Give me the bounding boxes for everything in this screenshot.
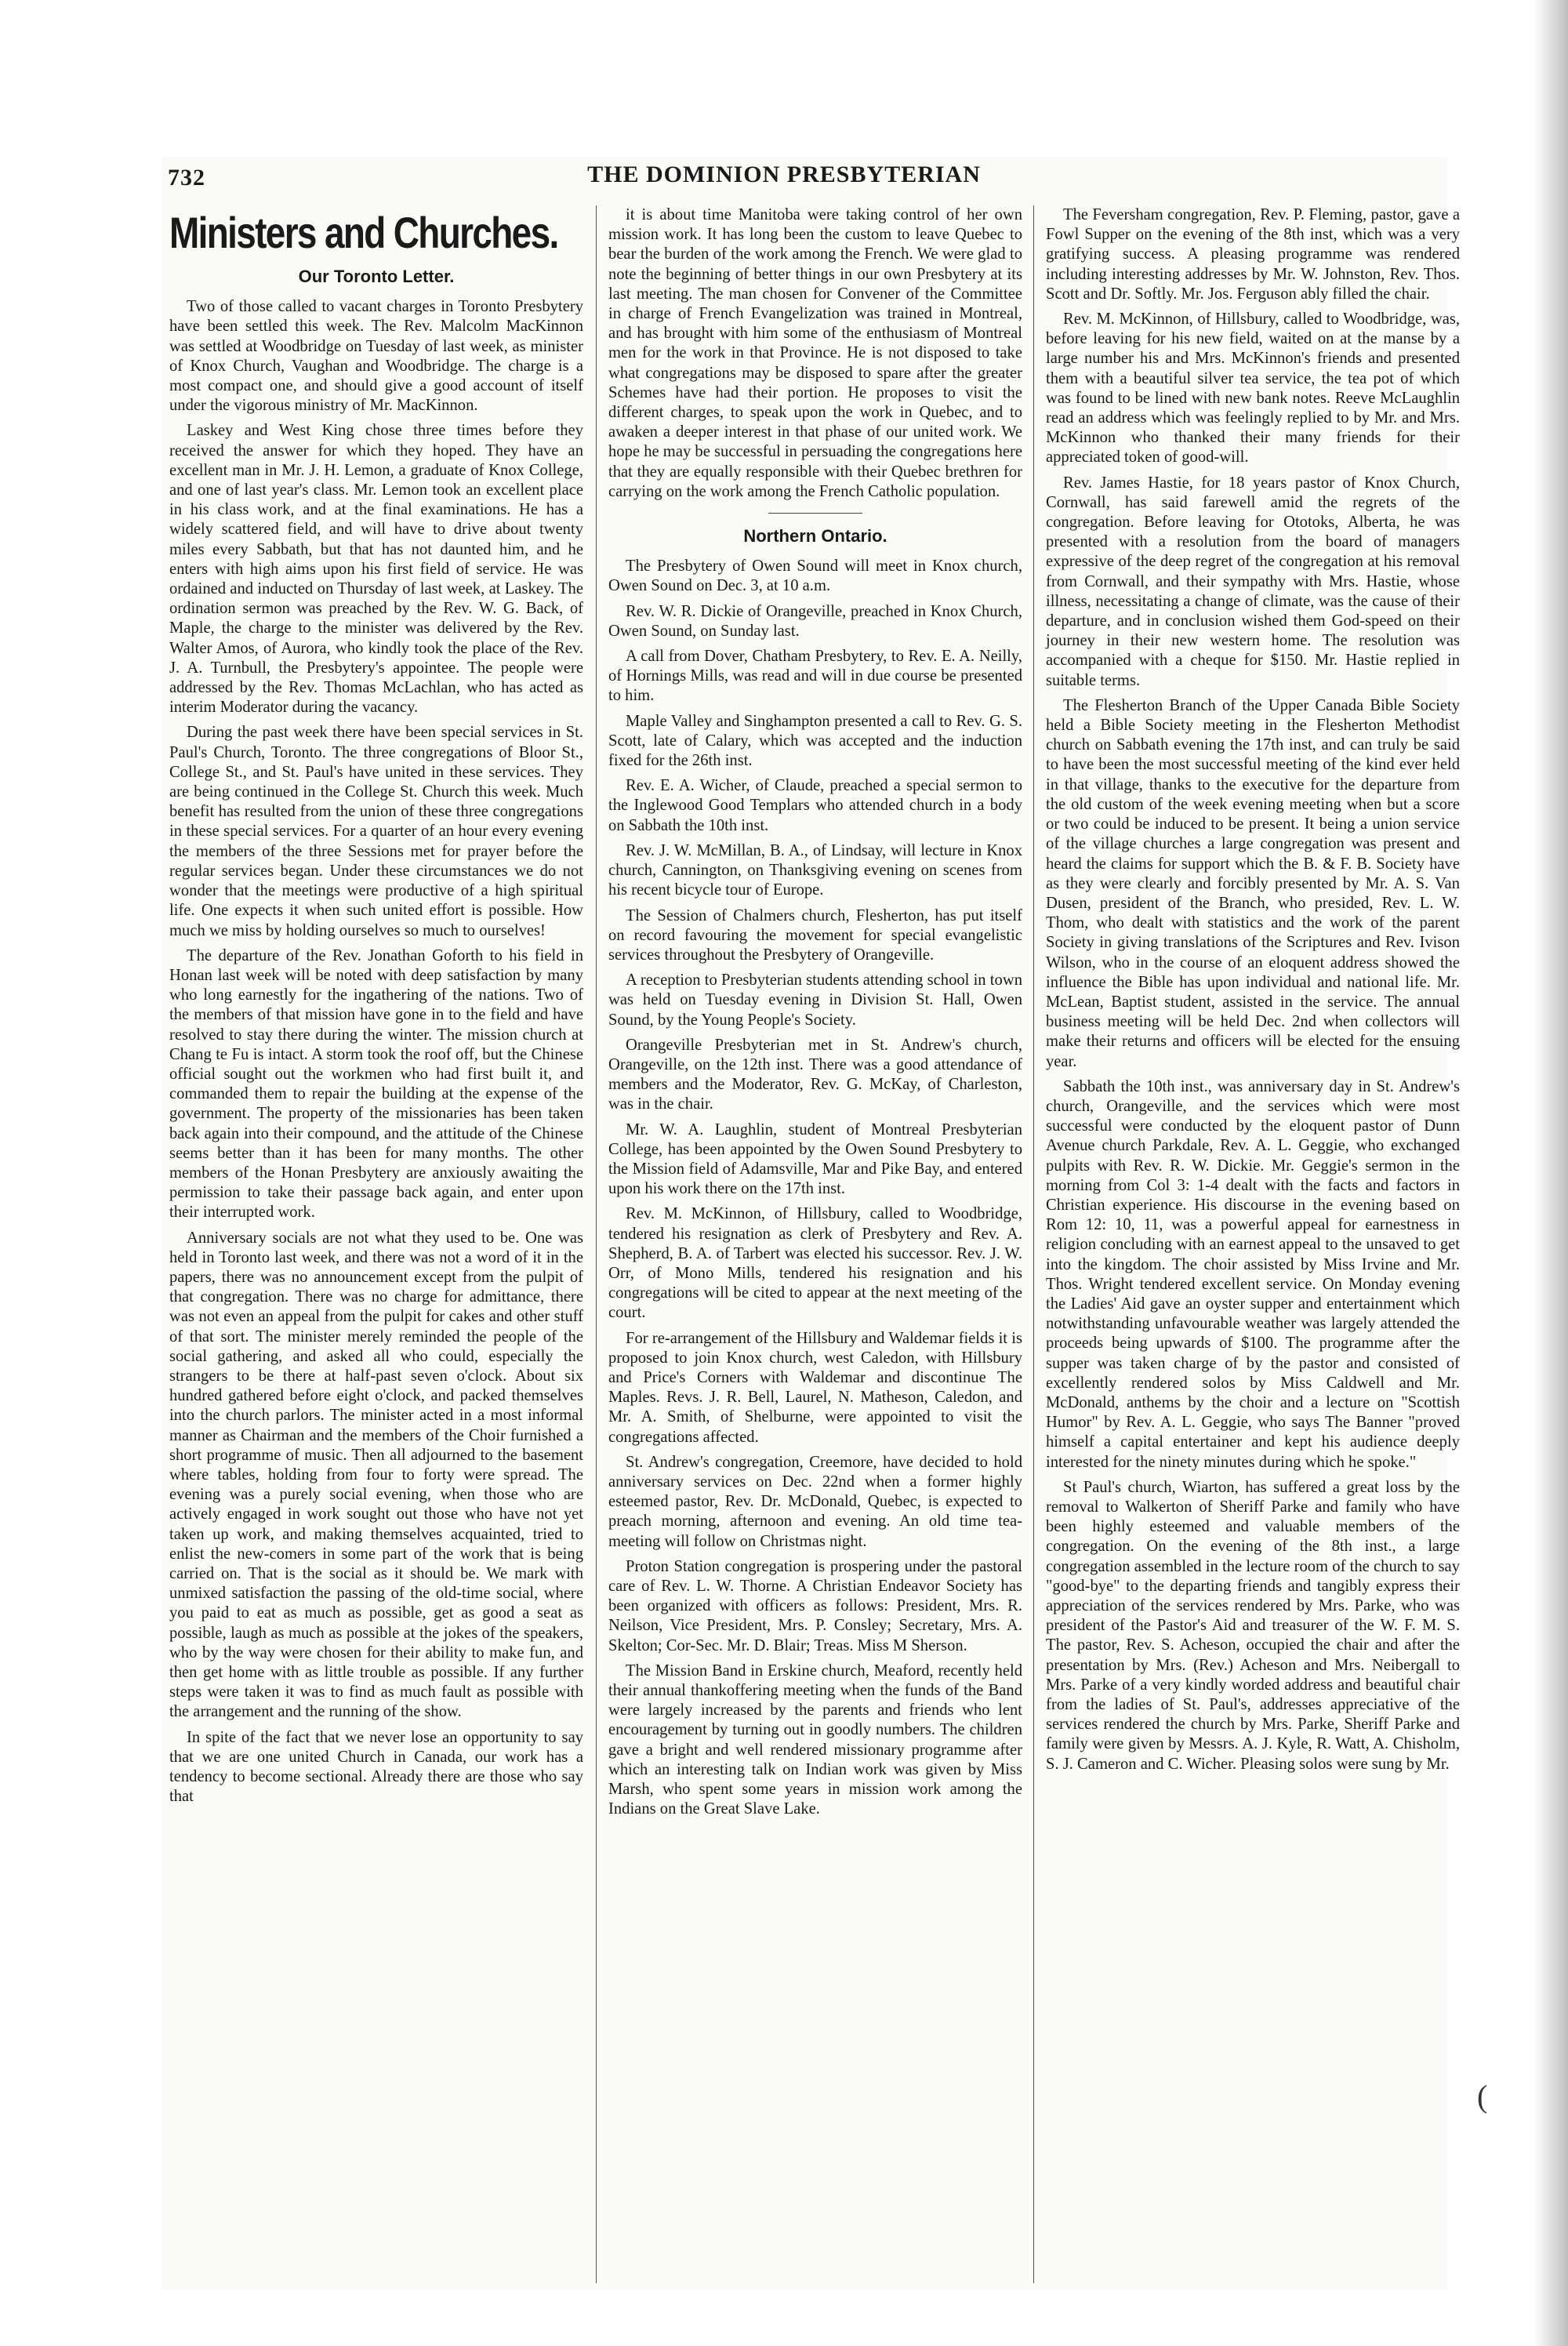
- article-paragraph: it is about time Manitoba were taking control of her own mission work. It has long been the custom to leave Quebec to bear the burden of the work among the French. We were glad to note the beginning of better things in our own Presbytery at its last meeting. The man chosen for Convener of the Committee in charge of French Evangelization was trained in Montreal, and has brought with him some of the enthusiasm of Montreal men for the work in that Province. He is not disposed to take what congregations may be disposed to spare after the greater Schemes have had their portion. He proposes to visit the different charges, to speak upon the work in Quebec, and to awaken a deeper interest in that phase of our united work. We hope he may be successful in persuading the congregations here that they are equally responsible with their Quebec brethren for carrying on the work among the French Catholic population.: [608, 206, 1022, 500]
- column-2-paragraphs: [608, 557, 1022, 1819]
- column-rule-left: [596, 205, 597, 2283]
- article-paragraph: Mr. W. A. Laughlin, student of Montreal Presbyterian College, has been appointed by the Owen Sound Presbytery to the Mission field of Adamsville, Mar and Pike Bay, and entered upon his work there on the 17th inst.: [608, 1120, 1022, 1198]
- column-2-continued-paragraphs: [608, 205, 1022, 502]
- article-paragraph: Rev. James Hastie, for 18 years pastor of Knox Church, Cornwall, has said farewell amid the regrets of the congregation. Before leaving for Ototoks, Alberta, he was presented with a resolution from the board of managers expressive of the deep regret of the congregation at his removal from Cornwall, and their sympathy with Mrs. Hastie, whose illness, necessitating a change of climate, was the cause of their departure, and in conclusion wished them God-speed on their journey in their new western home. The resolution was accompanied with a cheque for $150. Mr. Hastie replied in suitable terms.: [1046, 474, 1460, 689]
- article-paragraph: Maple Valley and Singhampton presented a call to Rev. G. S. Scott, late of Calary, which was accepted and the induction fixed for the 26th inst.: [608, 712, 1022, 770]
- article-paragraph: Laskey and West King chose three times before they received the answer for which they hoped. They have an excellent man in Mr. J. H. Lemon, a graduate of Knox College, and one of last year's class. Mr. Lemon took an excellent place in his class work, and at the final examinations. He has a widely scattered field, and will have to drive about twenty miles every Sabbath, but that has not daunted him, and he enters with high aims upon his first field of service. He was ordained and inducted on Thursday of last week, at Laskey. The ordination sermon was preached by the Rev. W. G. Back, of Maple, the charge to the minister was delivered by the Rev. Walter Amos, of Aurora, who kindly took the place of the Rev. J. A. Turnbull, the Presbytery's appointee. The people were addressed by the Rev. Thomas McLachlan, who has acted as interim Moderator during the vacancy.: [169, 422, 583, 717]
- northern-ontario-heading: Northern Ontario.: [743, 526, 887, 547]
- margin-mark: (: [1477, 2079, 1488, 2114]
- section-heading: Ministers and Churches.: [169, 208, 558, 257]
- article-paragraph: Rev. M. McKinnon, of Hillsbury, called to Woodbridge, was, before leaving for his new field, waited on at the manse by a large number his and Mrs. McKinnon's friends and presented them with a beautiful silver tea service, the tea pot of which was found to be lined with new bank notes. Reeve McLaughlin read an address which was feelingly replied to by Mr. and Mrs. McKinnon who thanked their many friends for their appreciated token of good-will.: [1046, 310, 1460, 467]
- article-paragraph: Rev. M. McKinnon, of Hillsbury, called to Woodbridge, tendered his resignation as clerk of Presbytery and Rev. A. Shepherd, B. A. of Tarbert was elected his successor. Rev. J. W. Orr, of Mono Mills, tendered his resignation and his congregations will be cited to appear at the next meeting of the court.: [608, 1205, 1022, 1322]
- article-paragraph: In spite of the fact that we never lose an opportunity to say that we are one united Church in Canada, our work has a tendency to become sectional. Already there are those who say that: [169, 1728, 583, 1806]
- article-paragraph: The Mission Band in Erskine church, Meaford, recently held their annual thankoffering meeting when the funds of the Band were largely increased by the parents and friends who lent encouragement by turning out in goodly numbers. The children gave a bright and well rendered missionary programme after which an interesting talk on Indian work was given by Miss Marsh, who spent some years in mission work among the Indians on the Great Slave Lake.: [608, 1661, 1022, 1818]
- article-paragraph: Rev. E. A. Wicher, of Claude, preached a special sermon to the Inglewood Good Templars who attended church in a body on Sabbath the 10th inst.: [608, 777, 1022, 834]
- article-paragraph: Rev. J. W. McMillan, B. A., of Lindsay, will lecture in Knox church, Cannington, on Thanksgiving evening on scenes from his recent bicycle tour of Europe.: [608, 841, 1022, 899]
- toronto-letter-heading: Our Toronto Letter.: [298, 267, 455, 286]
- article-paragraph: St Paul's church, Wiarton, has suffered a great loss by the removal to Walkerton of Sheriff Parke and family who have been highly esteemed and valuable members of the congregation. On the evening of the 8th inst., a large congregation assembled in the lecture room of the church to say "good-bye" to the departing friends and tangibly express their appreciation of the services rendered by Mrs. Parke, who was president of the Pastor's Aid and treasurer of the W. F. M. S. The pastor, Rev. S. Acheson, occupied the chair and after the presentation by Mrs. (Rev.) Acheson and Mrs. Neibergall to Mrs. Parke of a very kindly worded address and beautiful chair from the ladies of St. Paul's, addresses appreciative of the services rendered the church by Mrs. Parke, Sheriff Parke and family were given by Messrs. A. J. Kyle, R. Watt, A. Chisholm, S. J. Cameron and C. Wicher. Pleasing solos were sung by Mr.: [1046, 1478, 1460, 1773]
- column-2: [608, 205, 1022, 1825]
- article-paragraph: The Presbytery of Owen Sound will meet in Knox church, Owen Sound on Dec. 3, at 10 a.m.: [608, 557, 1022, 595]
- article-paragraph: The Session of Chalmers church, Flesherton, has put itself on record favouring the movement for special evangelistic services throughout the Presbytery of Orangeville.: [608, 906, 1022, 964]
- article-paragraph: A call from Dover, Chatham Presbytery, to Rev. E. A. Neilly, of Hornings Mills, was read and will in due course be presented to him.: [608, 648, 1022, 705]
- article-paragraph: Sabbath the 10th inst., was anniversary day in St. Andrew's church, Orangeville, and the services which were most successful were conducted by the eloquent pastor of Dunn Avenue church Parkdale, Rev. A. L. Geggie, who exchanged pulpits with Rev. R. W. Dickie. Mr. Geggie's sermon in the morning from Col 3: 1-4 dealt with the facts and factors in Christian experience. His discourse in the evening based on Rom 12: 10, 11, was a powerful appeal for earnestness in religion concluding with an earnest appeal to the unsaved to get into the kingdom. The choir assisted by Miss Irvine and Mr. Thos. Wright tendered excellent service. On Monday evening the Ladies' Aid gave an oyster supper and entertainment which notwithstanding unfavourable weather was largely attended the proceeds being upwards of $100. The programme after the supper was taken charge of by the pastor and consisted of excellently rendered solos by Miss Caldwell and Mr. McDonald, anthems by the choir and a lecture on "Scottish Humor" by Rev. A. L. Geggie, who says The Banner "proved himself a capital entertainer and kept his audience deeply interested for the ninety minutes during which he spoke.": [1046, 1077, 1460, 1471]
- article-paragraph: During the past week there have been special services in St. Paul's Church, Toronto. The three congregations of Bloor St., College St., and St. Paul's have united in these services. They are being continued in the College St. Church this week. Much benefit has resulted from the union of these three congregations in these special services. For a quarter of an hour every evening the members of the three Sessions met for prayer before the regular services began. Under these circumstances we do not wonder that the meetings were productive of a high spiritual life. One expects it when such united effort is possible. How much we miss by holding ourselves so much to ourselves!: [169, 724, 583, 939]
- article-paragraph: For re-arrangement of the Hillsbury and Waldemar fields it is proposed to join Knox church, west Caledon, with Hillsbury and Price's Corners with Waldemar and discontinue The Maples. Revs. J. R. Bell, Laurel, N. Matheson, Caledon, and Mr. A. Smith, of Shelburne, were appointed to visit the congregations affected.: [608, 1329, 1022, 1446]
- column-3: [1046, 205, 1460, 1780]
- article-paragraph: Proton Station congregation is prospering under the pastoral care of Rev. L. W. Thorne. A Christian Endeavor Society has been organized with officers as follows: President, Mrs. R. Neilson, Vice President, Mrs. P. Consley; Secretary, Mrs. A. Skelton; Cor-Sec. Mr. D. Blair; Treas. Miss M Sherson.: [608, 1557, 1022, 1654]
- article-paragraph: The departure of the Rev. Jonathan Goforth to his field in Honan last week will be noted with deep satisfaction by many who long earnestly for the ingathering of the nations. Two of the members of that mission have gone in to the field and have resolved to stay there during the winter. The mission church at Chang te Fu is intact. A storm took the roof off, but the Chinese official sought out the workmen who had first built it, and commanded them to repair the building at the expense of the government. The property of the missionaries has been taken back again into their compound, and the attitude of the Chinese seems better than it has been for many months. The other members of the Honan Presbytery are anxiously awaiting the permission to take their passage back again, and enter upon their interrupted work.: [169, 946, 583, 1222]
- article-paragraph: Rev. W. R. Dickie of Orangeville, preached in Knox Church, Owen Sound, on Sunday last.: [608, 602, 1022, 640]
- page-edge-shadow: [1534, 0, 1568, 2346]
- section-divider: [768, 513, 862, 514]
- article-paragraph: St. Andrew's congregation, Creemore, have decided to hold anniversary services on Dec. 22nd when a former highly esteemed pastor, Rev. Dr. McDonald, Quebec, is expected to preach morning, afternoon and evening. An old time tea-meeting will follow on Christmas night.: [608, 1453, 1022, 1550]
- article-paragraph: The Flesherton Branch of the Upper Canada Bible Society held a Bible Society meeting in the Flesherton Methodist church on Sabbath evening the 17th inst, and can truly be said to have been the most successful meeting of the kind ever held in that village, thanks to the executive for the departure from the old custom of the week evening meeting when but a score or two could be induced to be present. It being a union service of the village churches a large congregation was present and heard the claims for support which the B. & F. B. Society have as they were clearly and forcibly presented by Mr. A. S. Van Dusen, president of the Branch, who presided, Rev. L. W. Thom, who dealt with statistics and the work of the parent Society in giving translations of the Scriptures and Rev. Ivison Wilson, who in the course of an eloquent address showed the influence the Bible has upon individual and national life. Mr. McLean, Baptist student, assisted in the service. The annual business meeting will be held Dec. 2nd when collectors will make their returns and officers will be elected for the ensuing year.: [1046, 696, 1460, 1070]
- article-paragraph: Orangeville Presbyterian met in St. Andrew's church, Orangeville, on the 12th inst. There was a good attendance of members and the Moderator, Rev. G. McKay, of Charleston, was in the chair.: [608, 1036, 1022, 1113]
- article-paragraph: Two of those called to vacant charges in Toronto Presbytery have been settled this week. The Rev. Malcolm MacKinnon was settled at Woodbridge on Tuesday of last week, as minister of Knox Church, Vaughan and Woodbridge. The charge is a most compact one, and should give a good account of itself under the vigorous ministry of Mr. MacKinnon.: [169, 298, 583, 415]
- article-paragraph: Anniversary socials are not what they used to be. One was held in Toronto last week, and there was not a word of it in the papers, there was no announcement except from the pulpit of that congregation. There was no charge for admittance, there was not even an appeal from the pulpit for cakes and other stuff of that sort. The minister merely reminded the people of the social gathering, and asked all who could, especially the strangers to be there at half-past seven o'clock. About six hundred gathered before eight o'clock, and packed themselves into the church parlors. The minister acted in a most informal manner as Chairman and the members of the Choir furnished a short programme of music. Then all adjourned to the basement where tables, holding from four to forty were spread. The evening was a purely social evening, when those who are actively engaged in work sought out those who have not yet taken up work, and making themselves acquainted, tried to enlist the new-comers in some part of the work that is being carried on. That is the social as it should be. We mark with unmixed satisfaction the passing of the old-time social, where you paid to eat as much as possible, get as good a seat as possible, laugh as much as possible at the jokes of the speakers, who by the way were chosen for their ability to make fun, and then get home with as little trouble as possible. If any further steps were taken it was to find as much fault as possible with the arrangement and the running of the show.: [169, 1229, 583, 1721]
- column-1: [169, 205, 583, 1812]
- article-paragraph: A reception to Presbyterian students attending school in town was held on Tuesday evening in Division St. Hall, Owen Sound, by the Young People's Society.: [608, 971, 1022, 1029]
- article-paragraph: The Feversham congregation, Rev. P. Fleming, pastor, gave a Fowl Supper on the evening of the 8th inst, which was a very gratifying success. A pleasing programme was rendered including interesting addresses by Mr. W. Johnston, Rev. Thos. Scott and Dr. Softly. Mr. Jos. Ferguson ably filled the chair.: [1046, 206, 1460, 303]
- column-1-paragraphs: [169, 297, 583, 1807]
- column-3-paragraphs: [1046, 205, 1460, 1774]
- column-rule-right: [1033, 205, 1034, 2283]
- page-number: 732: [168, 165, 205, 191]
- running-head: THE DOMINION PRESBYTERIAN: [587, 162, 981, 187]
